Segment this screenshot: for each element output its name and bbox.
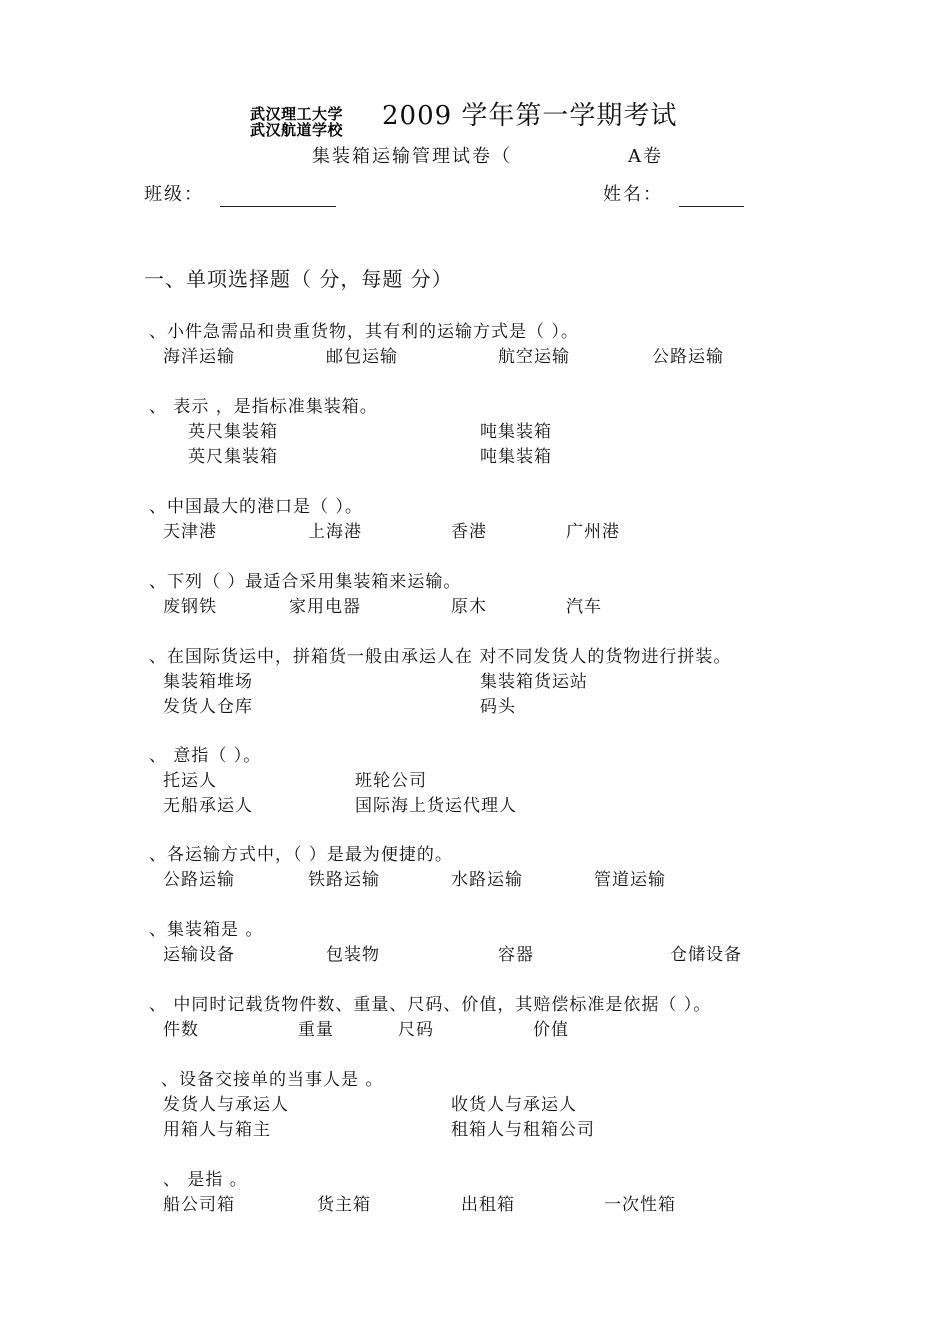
exam-subtitle: 集装箱运输管理试卷（ <box>312 146 512 167</box>
school-logo <box>250 106 343 138</box>
q10-option-d: 租箱人与租箱公司 <box>451 1120 595 1140</box>
q7-option-c: 水路运输 <box>451 870 523 890</box>
q11-option-a: 船公司箱 <box>163 1195 235 1215</box>
q2-option-d: 吨集装箱 <box>480 447 552 467</box>
exam-year-title: 2009 学年第一学期考试 <box>382 101 678 131</box>
q11-option-c: 出租箱 <box>461 1195 515 1215</box>
q3-option-a: 天津港 <box>163 522 217 542</box>
q5-option-b: 集装箱货运站 <box>480 672 588 692</box>
name-label: 姓名： <box>603 184 663 205</box>
question-5-stem: 、在国际货运中，拼箱货一般由承运人在 对不同发货人的货物进行拼装。 <box>149 647 732 667</box>
q1-option-a: 海洋运输 <box>163 347 235 367</box>
q3-option-b: 上海港 <box>308 522 362 542</box>
section-title: 一、单项选择题（ 分，每题 分） <box>144 267 453 291</box>
q5-option-c: 发货人仓库 <box>163 697 253 717</box>
q9-option-d: 价值 <box>533 1020 569 1040</box>
q6-option-a: 托运人 <box>163 771 217 791</box>
class-blank <box>220 206 336 207</box>
question-7-stem: 、各运输方式中，（ ）是最为便捷的。 <box>149 845 453 865</box>
question-1-stem: 、小件急需品和贵重货物，其有利的运输方式是（ ）。 <box>149 322 579 342</box>
question-9-stem: 、 中同时记载货物件数、重量、尺码、价值，其赔偿标准是依据（ ）。 <box>149 995 712 1015</box>
q2-option-a: 英尺集装箱 <box>188 422 278 442</box>
q8-option-b: 包装物 <box>326 945 380 965</box>
q7-option-d: 管道运输 <box>594 870 666 890</box>
q1-option-c: 航空运输 <box>498 347 570 367</box>
q8-option-a: 运输设备 <box>163 945 235 965</box>
q8-option-d: 仓储设备 <box>670 945 742 965</box>
q4-option-d: 汽车 <box>566 597 602 617</box>
q4-option-a: 废钢铁 <box>163 597 217 617</box>
q10-option-a: 发货人与承运人 <box>163 1095 289 1115</box>
q6-option-d: 国际海上货运代理人 <box>355 796 517 816</box>
q11-option-b: 货主箱 <box>317 1195 371 1215</box>
question-3-stem: 、中国最大的港口是（ ）。 <box>149 497 363 517</box>
q9-option-a: 件数 <box>163 1020 199 1040</box>
q6-option-c: 无船承运人 <box>163 796 253 816</box>
q10-option-c: 用箱人与箱主 <box>163 1120 271 1140</box>
q4-option-b: 家用电器 <box>289 597 361 617</box>
q9-option-c: 尺码 <box>398 1020 434 1040</box>
question-2-stem: 、 表示 ，是指标准集装箱。 <box>149 397 378 417</box>
question-10-stem: 、设备交接单的当事人是 。 <box>161 1070 384 1090</box>
q1-option-b: 邮包运输 <box>326 347 398 367</box>
logo-line-1: 武汉理工大学 <box>250 105 344 123</box>
q8-option-c: 容器 <box>498 945 534 965</box>
class-label: 班级： <box>144 184 204 205</box>
question-4-stem: 、下列（ ）最适合采用集装箱来运输。 <box>149 572 462 592</box>
paper-type: A卷 <box>628 146 663 167</box>
q6-option-b: 班轮公司 <box>355 771 427 791</box>
q11-option-d: 一次性箱 <box>604 1195 676 1215</box>
q7-option-a: 公路运输 <box>163 870 235 890</box>
q10-option-b: 收货人与承运人 <box>451 1095 577 1115</box>
question-11-stem: 、 是指 。 <box>163 1170 248 1190</box>
question-8-stem: 、集装箱是 。 <box>149 920 264 940</box>
question-6-stem: 、 意指（ ）。 <box>149 746 262 766</box>
q3-option-c: 香港 <box>451 522 487 542</box>
q5-option-a: 集装箱堆场 <box>163 672 253 692</box>
q2-option-b: 吨集装箱 <box>480 422 552 442</box>
q9-option-b: 重量 <box>298 1020 334 1040</box>
q7-option-b: 铁路运输 <box>308 870 380 890</box>
logo-line-2: 武汉航道学校 <box>250 121 344 139</box>
q2-option-c: 英尺集装箱 <box>188 447 278 467</box>
q3-option-d: 广州港 <box>566 522 620 542</box>
name-blank <box>679 206 744 207</box>
q4-option-c: 原木 <box>451 597 487 617</box>
q5-option-d: 码头 <box>480 697 516 717</box>
q1-option-d: 公路运输 <box>652 347 724 367</box>
